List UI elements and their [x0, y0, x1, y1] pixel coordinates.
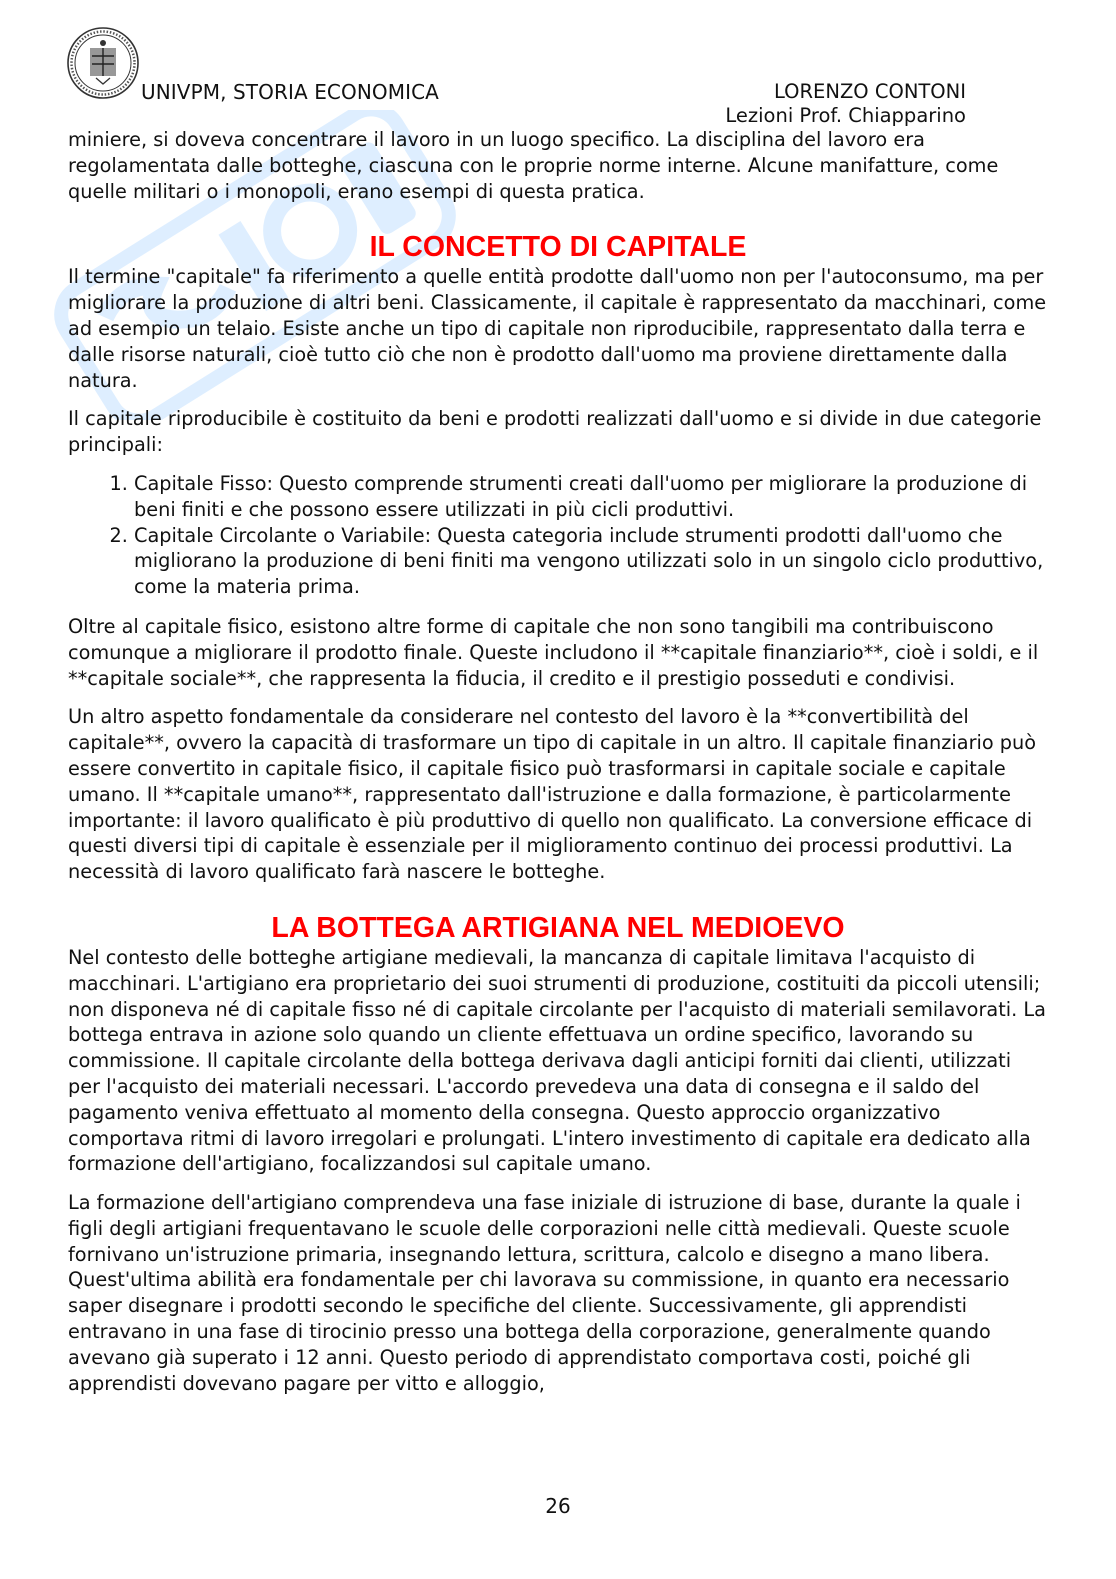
paragraph: Nel contesto delle botteghe artigiane medievali, la mancanza di capitale limitava l'acquisto di macchinari. L'artigiano era proprietario dei suoi strumenti di produzione, costituiti da piccoli utensili; non disponeva né di capitale fisso né di capitale circolante per l'acquisto di materiali semilavorati. La bottega entrava in azione solo quando un cliente effettuava un ordine specifico, lavorando su commissione. Il capitale circolante della bottega derivava dagli anticipi forniti dai clienti, utilizzati per l'acquisto dei materiali necessari. L'accordo prevedeva una data di consegna e il saldo del pagamento veniva effettuato al momento della consegna. Questo approccio organizzativo comportava ritmi di lavoro irregolari e prolungati. L'intero investimento di capitale era dedicato alla formazione dell'artigiano, focalizzandosi sul capitale umano. — [68, 945, 1046, 1176]
header-author-block — [725, 80, 966, 128]
paragraph: Il termine "capitale" fa riferimento a quelle entità prodotte dall'uomo non per l'autoconsumo, ma per migliorare la produzione di altri beni. Classicamente, il capitale è rappresentato da macchinari, come ad esempio un telaio. Esiste anche un tipo di capitale non riproducibile, rappresentato dalla terra e dalle risorse naturali, cioè tutto ciò che non è prodotto dall'uomo ma proviene direttamente dalla natura. — [68, 265, 1047, 392]
list-item: 1. Capitale Fisso: Questo comprende strumenti creati dall'uomo per migliorare la produzione di beni finiti e che possono essere utilizzati in più cicli produttivi. — [134, 471, 1048, 523]
section-title-bottega: LA BOTTEGA ARTIGIANA NEL MEDIOEVO — [271, 911, 845, 944]
intro-paragraph: miniere, si doveva concentrare il lavoro in un luogo specifico. La disciplina del lavoro era regolamentata dalle botteghe, ciascuna con le proprie norme interne. Alcune manifatture, come quelle militari o i monopoli, erano esempi di questa pratica. — [68, 128, 999, 203]
paragraph: Oltre al capitale fisico, esistono altre forme di capitale che non sono tangibili ma contribuiscono comunque a migliorare il prodotto finale. Queste includono il **capitale finanziario**, cioè i soldi, e il **capitale sociale**, che rappresenta la fiducia, il credito e il prestigio posseduti e condivisi. — [68, 614, 1039, 690]
page-number: 26 — [545, 1494, 571, 1518]
header-author: LORENZO CONTONI — [773, 80, 966, 103]
university-seal-icon — [66, 26, 140, 100]
paragraph: La formazione dell'artigiano comprendeva una fase iniziale di istruzione di base, durante la quale i figli degli artigiani frequentavano le scuole delle corporazioni nelle città medievali. Queste scuole fornivano un'istruzione primaria, insegnando lettura, scrittura, calcolo e disegno a mano libera. Quest'ultima abilità era fondamentale per chi lavorava su commissione, in quanto era necessario saper disegnare i prodotti secondo le specifiche del cliente. Successivamente, gli apprendisti entravano in una fase di tirocinio presso una bottega della corporazione, generalmente quando avevano già superato i 12 anni. Questo periodo di apprendistato comportava costi, poiché gli apprendisti dovevano pagare per vitto e alloggio, — [68, 1191, 1021, 1395]
paragraph: Un altro aspetto fondamentale da considerare nel contesto del lavoro è la **convertibilità del capitale**, ovvero la capacità di trasformare un tipo di capitale in un altro. Il capitale finanziario può essere convertito in capitale fisico, il capitale fisico può trasformarsi in capitale sociale e capitale umano. Il **capitale umano**, rappresentato dall'istruzione e dalla formazione, è particolarmente importante: il lavoro qualificato è più produttivo di quello non qualificato. La conversione efficace di questi diversi tipi di capitale è essenziale per il miglioramento continuo dei processi produttivi. La necessità di lavoro qualificato farà nascere le botteghe. — [68, 705, 1037, 884]
paragraph: Il capitale riproducibile è costituito da beni e prodotti realizzati dall'uomo e si divide in due categorie principali: — [68, 407, 1042, 457]
capital-types-list — [68, 471, 1048, 600]
list-item: 2. Capitale Circolante o Variabile: Questa categoria include strumenti prodotti dall'uomo che migliorano la produzione di beni finiti ma vengono utilizzati solo in un singolo ciclo produttivo, come la materia prima. — [134, 523, 1048, 600]
header-course-title: UNIVPM, STORIA ECONOMICA — [141, 80, 439, 104]
section-title-capitale: IL CONCETTO DI CAPITALE — [369, 231, 747, 264]
document-body — [68, 127, 1048, 1409]
header-lecturer: Lezioni Prof. Chiapparino — [725, 104, 966, 127]
